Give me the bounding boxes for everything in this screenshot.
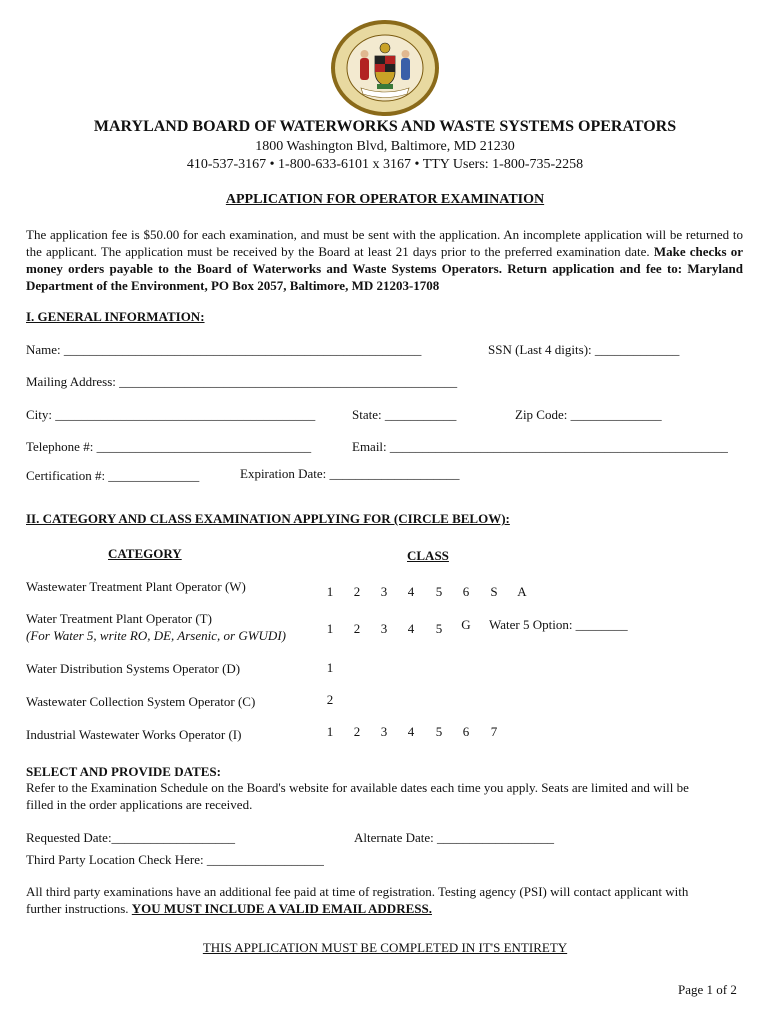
state-field[interactable]: State: ___________ — [352, 407, 457, 422]
class-column-label: CLASS — [407, 548, 449, 563]
class-option[interactable]: 7 — [490, 724, 498, 739]
class-option[interactable]: 4 — [407, 621, 415, 636]
category-row-wastewater-collection: Wastewater Collection System Operator (C) — [26, 694, 256, 709]
alternate-date-field[interactable]: Alternate Date: __________________ — [354, 830, 555, 845]
expiration-date-field[interactable]: Expiration Date: ____________________ — [240, 466, 460, 481]
class-option[interactable]: G — [461, 617, 471, 632]
class-option[interactable]: 1 — [326, 621, 334, 636]
class-option[interactable]: 2 — [326, 692, 334, 707]
class-option[interactable]: 4 — [407, 724, 415, 739]
intro-text: The application fee is $50.00 for each examination, and must be sent with the application. An incomplete application will be returned to the applicant. The application must be received by the Board at least 21 days prior to the preferred examination date. — [26, 227, 743, 259]
dates-instructions: Refer to the Examination Schedule on the Board's website for available dates each time you apply. Seats are limited and will be filled in the order applications are received. — [26, 780, 689, 812]
class-option[interactable]: 3 — [380, 621, 388, 636]
third-party-text: All third party examinations have an additional fee paid at time of registration. Testing agency (PSI) will contact applicant with further instructions. — [26, 884, 689, 916]
category-column-label: CATEGORY — [108, 546, 182, 561]
class-option[interactable]: 1 — [326, 660, 334, 675]
organization-phones: 410-537-3167 • 1-800-633-6101 x 3167 • TTY Users: 1-800-735-2258 — [186, 157, 584, 172]
class-option[interactable]: 2 — [353, 724, 361, 739]
class-option[interactable]: 3 — [380, 724, 388, 739]
class-option[interactable]: 4 — [407, 584, 415, 599]
category-row-industrial-wastewater: Industrial Wastewater Works Operator (I) — [26, 727, 242, 742]
completion-notice: THIS APPLICATION MUST BE COMPLETED IN IT'S ENTIRETY — [202, 940, 568, 955]
class-option[interactable]: 1 — [326, 584, 334, 599]
water-five-option-field[interactable]: Water 5 Option: ________ — [489, 617, 628, 632]
email-notice: YOU MUST INCLUDE A VALID EMAIL ADDRESS. — [131, 901, 432, 916]
class-option[interactable]: 2 — [353, 621, 361, 636]
maryland-seal-icon — [329, 18, 441, 118]
dates-heading: SELECT AND PROVIDE DATES: — [26, 764, 221, 779]
page-number: Page 1 of 2 — [678, 982, 737, 997]
class-option[interactable]: A — [517, 584, 527, 599]
intro-paragraph — [26, 226, 743, 294]
water-five-note: (For Water 5, write RO, DE, Arsenic, or GWUDI) — [26, 628, 286, 643]
class-option[interactable]: 5 — [435, 584, 443, 599]
city-field[interactable]: City: ________________________________________ — [26, 407, 316, 422]
class-option[interactable]: S — [490, 584, 498, 599]
class-option[interactable]: 6 — [462, 584, 470, 599]
requested-date-field[interactable]: Requested Date:___________________ — [26, 830, 236, 845]
telephone-field[interactable]: Telephone #: _________________________________ — [26, 439, 312, 454]
class-option[interactable]: 3 — [380, 584, 388, 599]
form-title: APPLICATION FOR OPERATOR EXAMINATION — [225, 192, 545, 207]
third-party-paragraph — [26, 883, 726, 917]
third-party-location-field[interactable]: Third Party Location Check Here: __________________ — [26, 852, 324, 867]
name-field[interactable]: Name: _______________________________________________________ — [26, 342, 422, 357]
organization-title: MARYLAND BOARD OF WATERWORKS AND WASTE SYSTEMS OPERATORS — [93, 118, 677, 135]
class-option[interactable]: 5 — [435, 621, 443, 636]
class-option[interactable]: 5 — [435, 724, 443, 739]
ssn-field[interactable]: SSN (Last 4 digits): _____________ — [488, 342, 680, 357]
mailing-address-field[interactable]: Mailing Address: ____________________________________________________ — [26, 374, 458, 389]
general-information-heading: I. GENERAL INFORMATION: — [26, 309, 205, 324]
organization-address: 1800 Washington Blvd, Baltimore, MD 21230 — [255, 139, 515, 154]
certification-field[interactable]: Certification #: ______________ — [26, 468, 200, 483]
zip-code-field[interactable]: Zip Code: ______________ — [515, 407, 662, 422]
class-option[interactable]: 2 — [353, 584, 361, 599]
intro-bold-text: Make checks or money orders payable to the Board of Waterworks and Waste Systems Operators. Return application and fee to: Maryland Department of the Environment, PO Box 2057, Baltimore, MD 21203-1708 — [26, 244, 743, 293]
class-option[interactable]: 1 — [326, 724, 334, 739]
category-row-water-distribution: Water Distribution Systems Operator (D) — [26, 661, 241, 676]
category-row-water-treatment: Water Treatment Plant Operator (T) — [26, 611, 212, 626]
category-class-heading: II. CATEGORY AND CLASS EXAMINATION APPLYING FOR (CIRCLE BELOW): — [26, 511, 510, 526]
email-field[interactable]: Email: ____________________________________________________ — [352, 439, 728, 454]
category-row-wastewater-treatment: Wastewater Treatment Plant Operator (W) — [26, 579, 246, 594]
class-option[interactable]: 6 — [462, 724, 470, 739]
